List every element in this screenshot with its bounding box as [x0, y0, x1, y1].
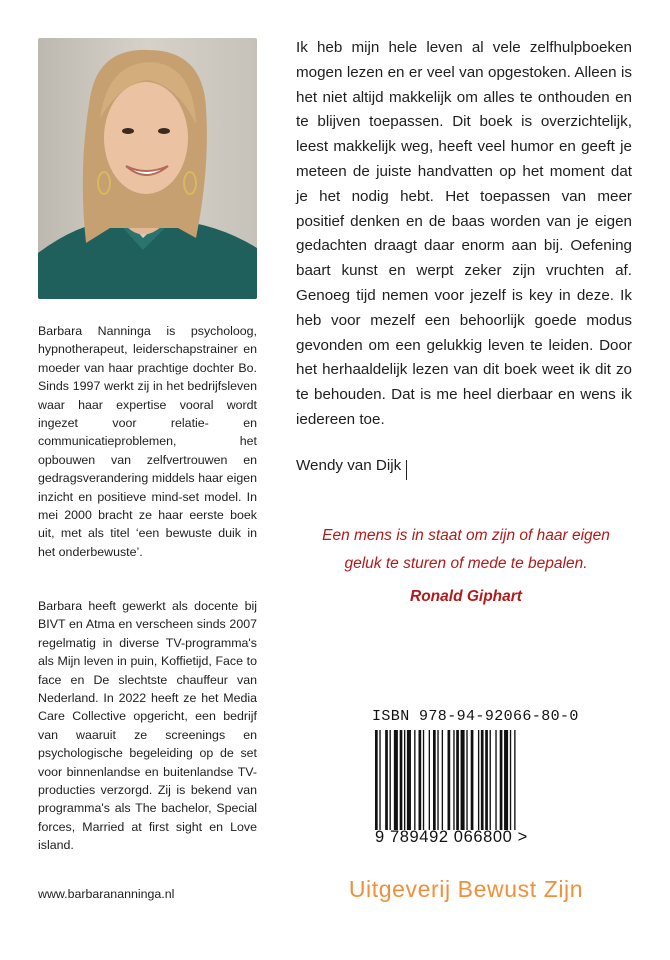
author-website: www.barbarananninga.nl — [38, 887, 175, 901]
isbn-label: ISBN 978-94-92066-80-0 — [372, 708, 579, 725]
quote-line-2: geluk te sturen of mede te bepalen. — [344, 555, 588, 572]
quote — [296, 522, 636, 578]
bio-paragraph-1: Barbara Nanninga is psycholoog, hypnotherapeut, leiderschapstrainer en moeder van haar prachtige dochter Bo. Sinds 1997 werkt zij in het bedrijfsleven waar haar expertise vooral wordt ingezet voor relatie- en communicatieproblemen, het opbouwen van zelfvertrouwen en gedragsverandering middels haar eigen inzicht en positieve mind-set model. In mei 2000 bracht ze haar eerste boek uit, met als titel ‘een bewuste duik in het onderbewuste’. — [38, 324, 257, 559]
quote-line-1: Een mens is in staat om zijn of haar eigen — [322, 527, 610, 544]
text-cursor — [406, 460, 407, 480]
author-photo — [38, 38, 257, 299]
review-text: Ik heb mijn hele leven al vele zelfhulpboeken mogen lezen en er veel van opgestoken. Alleen is het niet altijd makkelijk om alles te onthouden en te blijven toepassen. Dit boek is overzichtelijk, leest makkelijk weg, heeft veel humor en geeft je meteen de juiste handvatten op het moment dat je het nodig hebt. Het toepassen van meer positief denken en de baas worden van je eigen gedachten draagt daar enorm aan bij. Oefening baart kunst en werpt zeker zijn vruchten af. Genoeg tijd nemen voor jezelf is key in deze. Ik heb voor mezelf een behoorlijk goede modus gevonden om een gelukkig leven te leiden. Door het herhaaldelijk lezen van dit boek weet ik dit zo te behouden. Dat is me heel dierbaar en wens ik iedereen toe. — [296, 39, 632, 428]
bio-paragraph-2: Barbara heeft gewerkt als docente bij BIVT en Atma en verscheen sinds 2007 regelmatig in diverse TV-programma's als Mijn leven in puin, Koffietijd, Face to face en De slechtste chauffeur van Nederland. In 2022 heeft ze het Media Care Collective opgericht, een bedrijf van waaruit ze screenings en psychologische begeleiding op de set voor binnenlandse en buitenlandse TV-producties verzorgd. Zij is bekend van programma's als The bachelor, Special forces, Married at first sight en Love island. — [38, 599, 257, 853]
publisher-name: Uitgeverij Bewust Zijn — [348, 876, 584, 902]
barcode-digits: 9 789492 066800 > — [375, 828, 528, 846]
review-signature: Wendy van Dijk — [296, 457, 402, 474]
barcode — [375, 730, 555, 830]
quote-author: Ronald Giphart — [410, 588, 522, 605]
